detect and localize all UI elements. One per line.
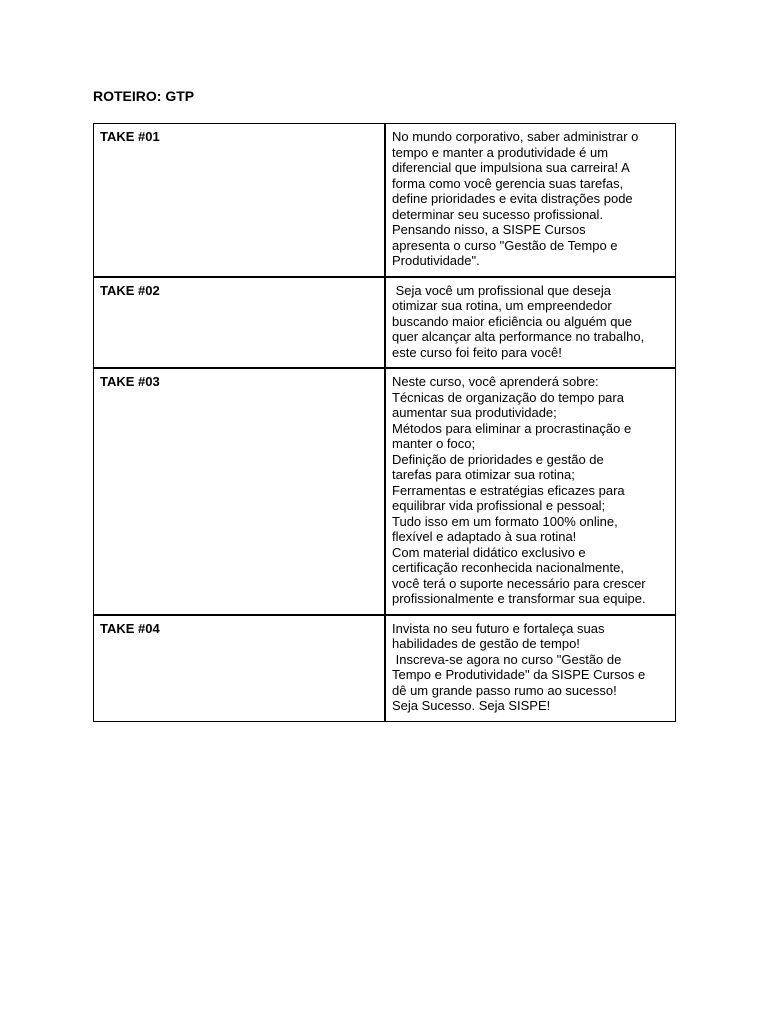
narration-line: Invista no seu futuro e fortaleça suas xyxy=(392,620,605,636)
take-label: TAKE #03 xyxy=(94,368,386,615)
narration-line: Neste curso, você aprenderá sobre: xyxy=(392,374,599,389)
narration-line: flexível e adaptado à sua rotina! xyxy=(392,529,577,544)
script-table xyxy=(93,123,676,722)
take-row xyxy=(94,615,676,722)
take-row xyxy=(94,277,676,369)
narration-line: Produtividade". xyxy=(392,253,480,268)
narration-line: Técnicas de organização do tempo para xyxy=(392,389,624,405)
narration-line: Seja você um profissional que deseja xyxy=(392,282,611,298)
take-label: TAKE #01 xyxy=(94,124,386,277)
narration-line: Pensando nisso, a SISPE Cursos xyxy=(392,222,586,237)
narration-line: certificação reconhecida nacionalmente, xyxy=(392,560,624,575)
narration-line: Com material didático exclusivo e xyxy=(392,544,586,560)
narration-line: Definição de prioridades e gestão de xyxy=(392,451,604,467)
narration-line: Tudo isso em um formato 100% online, xyxy=(392,513,618,529)
take-label: TAKE #04 xyxy=(94,615,386,722)
take-row xyxy=(94,124,676,277)
narration-line: No mundo corporativo, saber administrar o xyxy=(392,129,639,144)
take-narration xyxy=(385,368,676,615)
narration-line: você terá o suporte necessário para crescer xyxy=(392,575,646,591)
narration-line: forma como você gerencia suas tarefas, xyxy=(392,175,624,191)
narration-line: profissionalmente e transformar sua equipe. xyxy=(392,591,646,606)
narration-line: apresenta o curso "Gestão de Tempo e xyxy=(392,237,618,253)
take-narration xyxy=(385,277,676,369)
narration-line: quer alcançar alta performance no trabalho, xyxy=(392,329,645,344)
narration-line: buscando maior eficiência ou alguém que xyxy=(392,313,632,329)
narration-line: diferencial que impulsiona sua carreira! A xyxy=(392,160,630,175)
narration-line: tempo e manter a produtividade é um xyxy=(392,144,609,160)
narration-line: dê um grande passo rumo ao sucesso! xyxy=(392,682,617,698)
document-title: ROTEIRO: GTP xyxy=(93,88,195,104)
narration-line: equilibrar vida profissional e pessoal; xyxy=(392,498,606,513)
narration-line: aumentar sua produtividade; xyxy=(392,405,557,420)
narration-line: Métodos para eliminar a procrastinação e xyxy=(392,420,632,436)
narration-line: Tempo e Produtividade" da SISPE Cursos e xyxy=(392,667,646,682)
narration-line: habilidades de gestão de tempo! xyxy=(392,636,580,651)
narration-line: tarefas para otimizar sua rotina; xyxy=(392,467,575,482)
take-row xyxy=(94,368,676,615)
narration-line: Ferramentas e estratégias eficazes para xyxy=(392,482,625,498)
narration-line: Seja Sucesso. Seja SISPE! xyxy=(392,698,551,713)
take-narration xyxy=(385,124,676,277)
narration-line: define prioridades e evita distrações pode xyxy=(392,191,633,206)
take-narration xyxy=(385,615,676,722)
narration-line: manter o foco; xyxy=(392,436,476,451)
narration-line: Inscreva-se agora no curso "Gestão de xyxy=(392,651,622,667)
narration-line: determinar seu sucesso profissional. xyxy=(392,206,603,222)
take-label: TAKE #02 xyxy=(94,277,386,369)
narration-line: otimizar sua rotina, um empreendedor xyxy=(392,298,612,313)
narration-line: este curso foi feito para você! xyxy=(392,344,562,360)
